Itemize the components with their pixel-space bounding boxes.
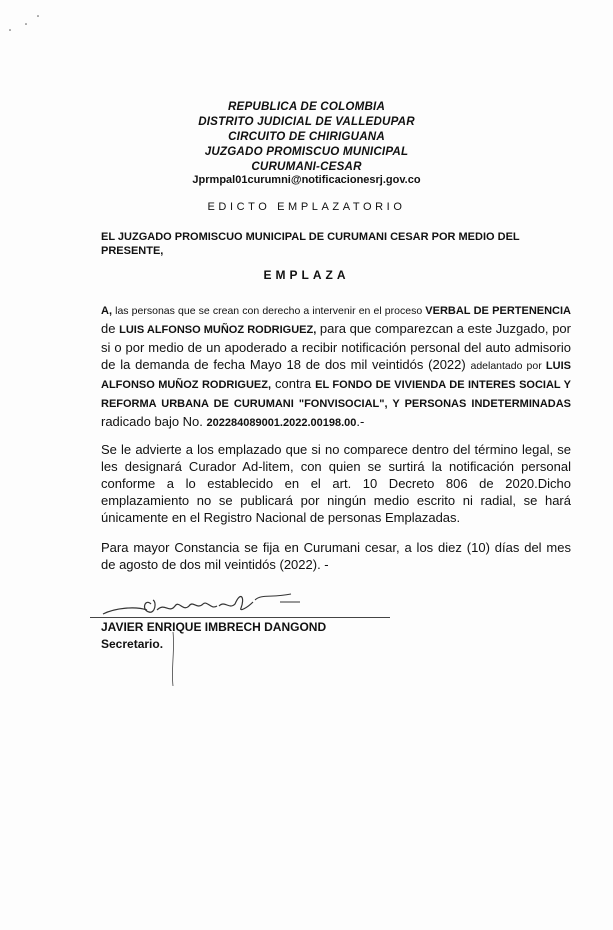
handwritten-signature: [95, 580, 325, 690]
header-email: Jprmpal01curumni@notificacionesrj.gov.co: [192, 174, 421, 186]
body1-text-2: de: [101, 321, 120, 336]
header-republic: REPUBLICA DE COLOMBIA: [227, 100, 386, 113]
scan-speck-marks: [8, 10, 48, 40]
defendants: EL FONDO DE VIVIENDA DE INTERES SOCIAL Y REFORMA URBANA DE CURUMANI "FONVISOCIAL", Y PERSONAS INDETERMINADAS: [101, 379, 572, 410]
body1-text-1: las personas que se crean con derecho a intervenir en el proceso: [112, 305, 426, 317]
body-paragraph-1: [101, 301, 571, 432]
header-city: CURUMANI-CESAR: [251, 160, 362, 173]
process-type: VERBAL DE PERTENENCIA: [425, 305, 571, 317]
paragraph-initial: A,: [101, 305, 112, 317]
document-title: EDICTO EMPLAZATORIO: [207, 201, 406, 213]
body1-text-7: .-: [356, 414, 365, 429]
case-number: 202284089001.2022.00198.00: [206, 417, 357, 429]
body-paragraph-2: Se le advierte a los emplazado que si no comparece dentro del término legal, se les designará Curador Ad-litem, con quien se surtirá la notificación personal conforme a lo establecido en el art. 10 Decreto 806 de 2020.Dicho emplazamiento no se publicará por ningún medio escrito ni radial, se hará únicamente en el Registro Nacional de personas Emplazadas.: [101, 442, 571, 525]
plaintiff-name: LUIS ALFONSO MUÑOZ RODRIGUEZ,: [119, 324, 317, 336]
intro-text: EL JUZGADO PROMISCUO MUNICIPAL DE CURUMANI CESAR POR MEDIO DEL PRESENTE,: [101, 231, 520, 257]
body1-text-6: radicado bajo No.: [101, 414, 207, 429]
signature-line: [90, 617, 390, 618]
action-heading: EMPLAZA: [263, 268, 350, 282]
signer-name: JAVIER ENRIQUE IMBRECH DANGOND: [101, 620, 327, 634]
header-circuit: CIRCUITO DE CHIRIGUANA: [228, 130, 385, 143]
plaintiff-name-2: LUIS ALFONSO MUÑOZ RODRIGUEZ,: [101, 360, 571, 391]
header-district: DISTRITO JUDICIAL DE VALLEDUPAR: [198, 115, 415, 128]
header-court: JUZGADO PROMISCUO MUNICIPAL: [204, 145, 409, 158]
body1-text-4: adelantado por: [470, 360, 542, 372]
body1-text-3: para que comparezcan a este Juzgado, por si o por medio de un apoderado a recibir notificación personal del auto admisorio de la demanda de fecha Mayo 18 de dos mil veintidós (2022): [101, 321, 571, 372]
body-paragraph-3: Para mayor Constancia se fija en Curumani cesar, a los diez (10) días del mes de agosto de dos mil veintidós (2022). -: [101, 540, 571, 572]
body1-text-5: contra: [271, 376, 316, 391]
signer-role: Secretario.: [101, 637, 164, 651]
